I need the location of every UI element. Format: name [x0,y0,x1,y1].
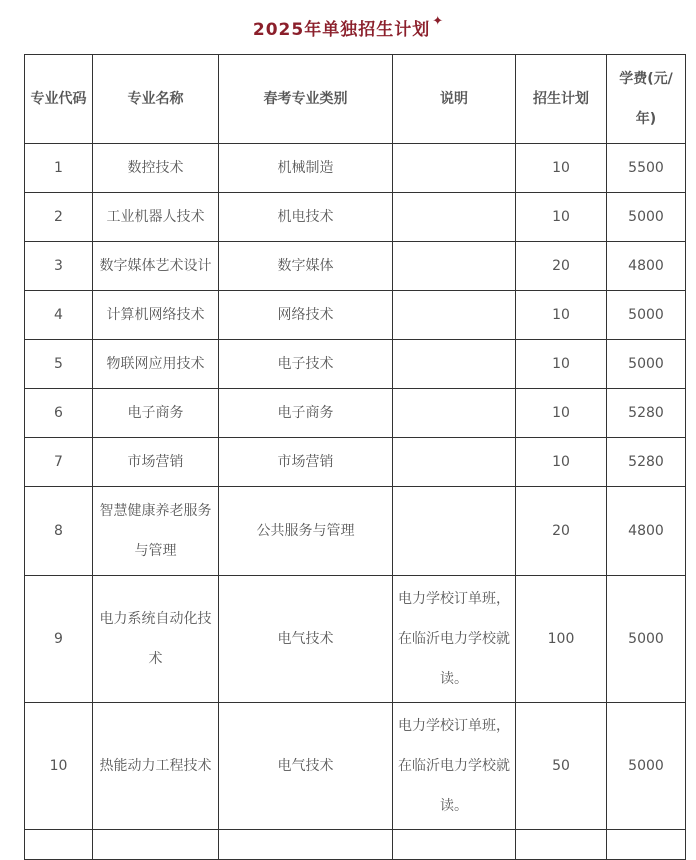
cell-code: 2 [25,193,93,242]
cell-code: 5 [25,340,93,389]
cell-plan: 50 [516,703,607,830]
cell-code: 7 [25,438,93,487]
cell-code: 8 [25,487,93,576]
cell-fee: 5280 [607,438,686,487]
table-row [25,389,686,438]
cell-category: 电子商务 [219,389,393,438]
cell-fee: 5280 [607,389,686,438]
cell-note: 电力学校订单班，在临沂电力学校就读。 [393,703,516,830]
cell-plan: 100 [516,576,607,703]
cell-empty [93,830,219,860]
cell-fee: 5500 [607,144,686,193]
cell-empty [219,830,393,860]
cell-code: 4 [25,291,93,340]
cell-fee: 5000 [607,193,686,242]
cell-category: 机械制造 [219,144,393,193]
cell-code: 9 [25,576,93,703]
cell-category: 公共服务与管理 [219,487,393,576]
cell-category: 市场营销 [219,438,393,487]
cell-fee: 4800 [607,487,686,576]
cell-name: 物联网应用技术 [93,340,219,389]
cell-name: 数控技术 [93,144,219,193]
cell-note [393,144,516,193]
cell-category: 机电技术 [219,193,393,242]
cell-name: 工业机器人技术 [93,193,219,242]
cell-fee: 5000 [607,340,686,389]
cell-name: 电子商务 [93,389,219,438]
cell-plan: 10 [516,193,607,242]
sparkle-icon: ✦ [432,13,444,29]
cell-plan: 20 [516,487,607,576]
cell-plan: 10 [516,389,607,438]
table-row [25,144,686,193]
cell-fee: 5000 [607,576,686,703]
cell-category: 电子技术 [219,340,393,389]
cell-code: 10 [25,703,93,830]
cell-fee: 4800 [607,242,686,291]
title-text: 2025年单独招生计划 [252,19,431,40]
cell-plan: 10 [516,340,607,389]
table-row [25,291,686,340]
cell-name: 计算机网络技术 [93,291,219,340]
header-fee: 学费(元/年) [607,55,686,144]
table-row [25,487,686,576]
cell-category: 电气技术 [219,576,393,703]
cell-fee: 5000 [607,291,686,340]
header-note: 说明 [393,55,516,144]
table-row [25,438,686,487]
cell-note [393,389,516,438]
cell-note [393,438,516,487]
cell-note: 电力学校订单班，在临沂电力学校就读。 [393,576,516,703]
page-title [0,0,696,54]
cell-name: 智慧健康养老服务与管理 [93,487,219,576]
table-row [25,340,686,389]
table-row-partial [25,830,686,860]
cell-name: 热能动力工程技术 [93,703,219,830]
header-code: 专业代码 [25,55,93,144]
cell-note [393,291,516,340]
cell-category: 数字媒体 [219,242,393,291]
table-row [25,193,686,242]
cell-empty [25,830,93,860]
cell-code: 6 [25,389,93,438]
cell-note [393,242,516,291]
cell-name: 数字媒体艺术设计 [93,242,219,291]
table-row [25,576,686,703]
header-plan: 招生计划 [516,55,607,144]
cell-category: 电气技术 [219,703,393,830]
cell-code: 1 [25,144,93,193]
cell-plan: 10 [516,291,607,340]
cell-code: 3 [25,242,93,291]
table-row [25,703,686,830]
cell-category: 网络技术 [219,291,393,340]
cell-plan: 10 [516,144,607,193]
cell-note [393,487,516,576]
header-category: 春考专业类别 [219,55,393,144]
cell-fee: 5000 [607,703,686,830]
cell-plan: 20 [516,242,607,291]
cell-note [393,340,516,389]
cell-name: 市场营销 [93,438,219,487]
cell-empty [393,830,516,860]
cell-plan: 10 [516,438,607,487]
cell-name: 电力系统自动化技术 [93,576,219,703]
enrollment-plan-table [24,54,686,860]
table-row [25,242,686,291]
table-header-row [25,55,686,144]
header-name: 专业名称 [93,55,219,144]
cell-empty [516,830,607,860]
cell-empty [607,830,686,860]
cell-note [393,193,516,242]
